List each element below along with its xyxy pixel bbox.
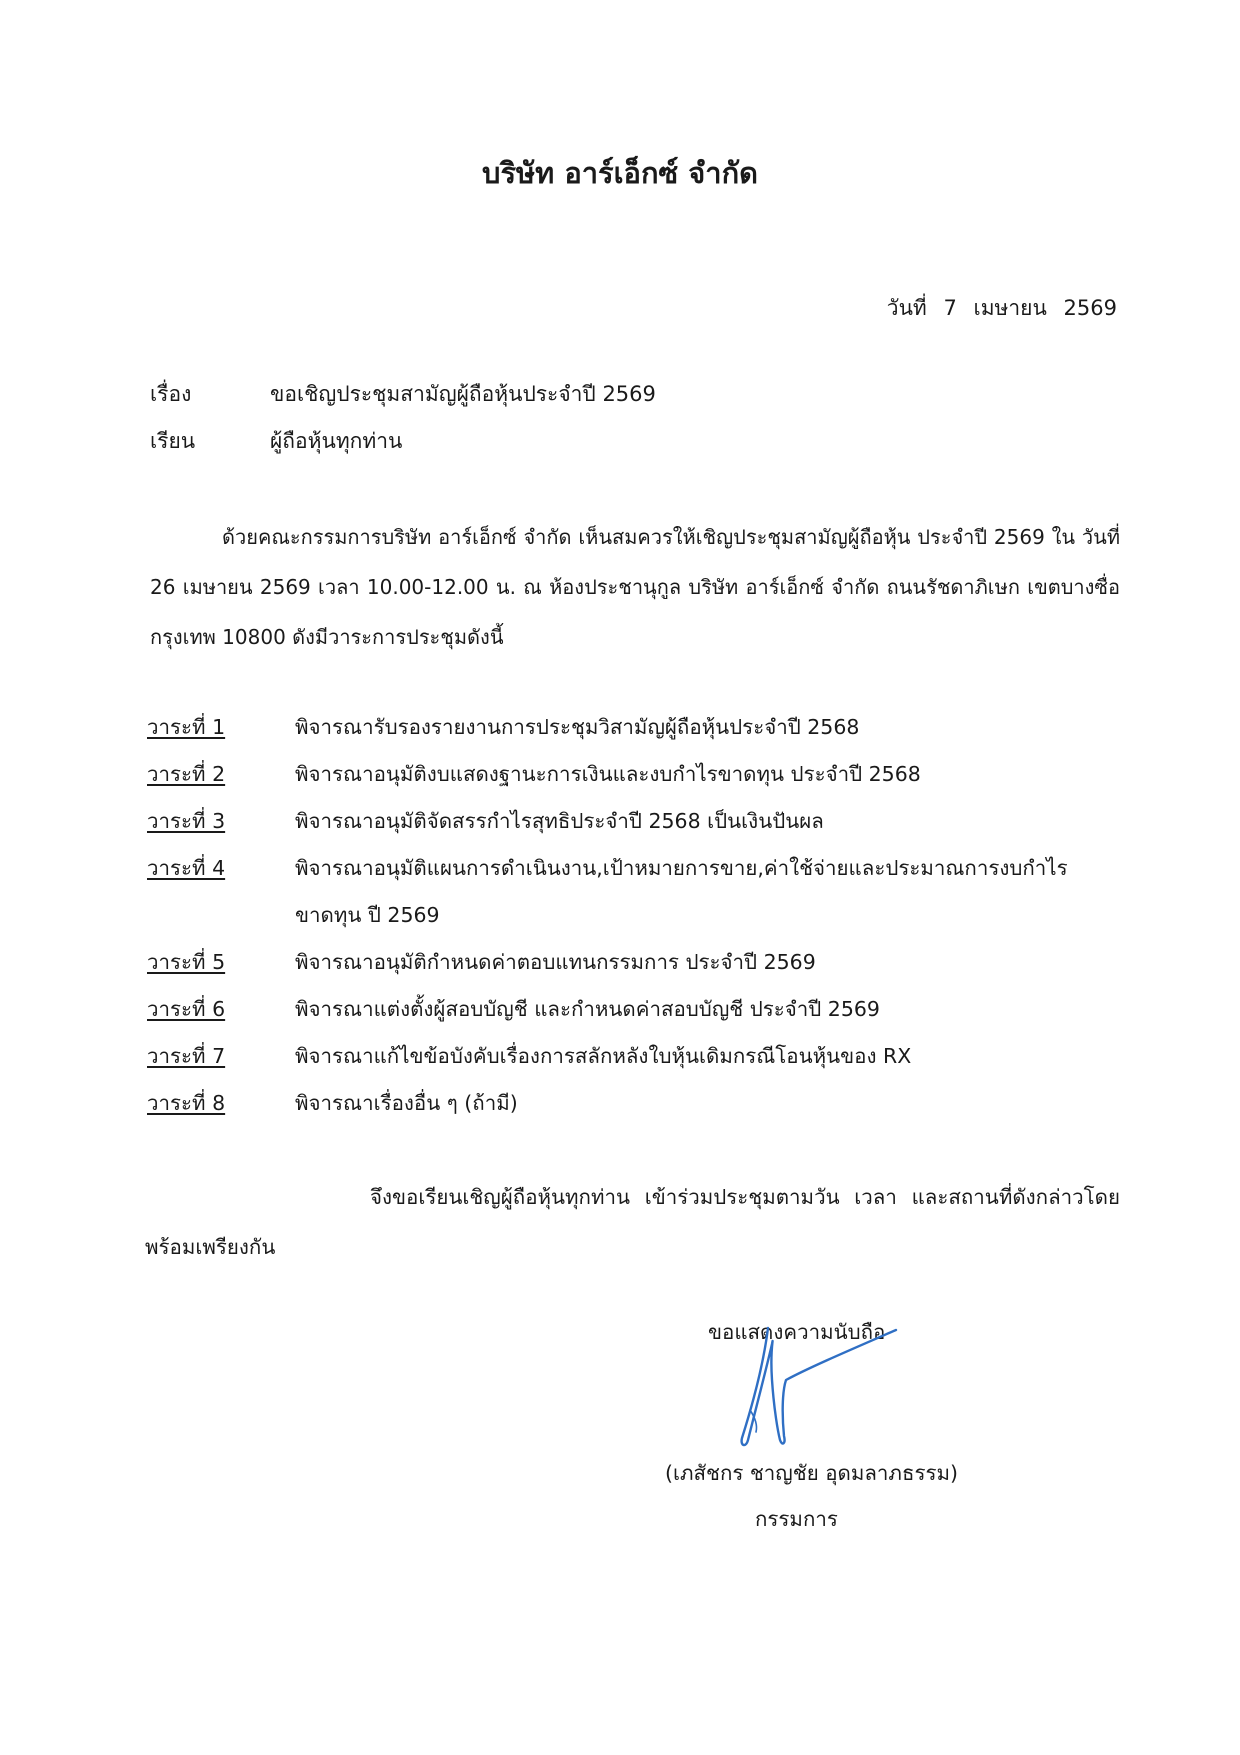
agenda-item [147,798,1127,845]
agenda-item [147,845,1127,939]
agenda-label: วาระที่ 4 [147,856,226,880]
date-label: วันที่ [886,296,927,320]
agenda-item [147,704,1127,751]
date-year: 2569 [1063,296,1117,320]
recipient-text: ผู้ถือหุ้นทุกท่าน [270,429,403,453]
signatory-name: (เภสัชกร ชาญชัย อุดมลาภธรรม) [665,1461,958,1485]
agenda-item [147,751,1127,798]
agenda-text: พิจารณาอนุมัติจัดสรรกำไรสุทธิประจำปี 2568 เป็นเงินปันผล [295,809,824,833]
agenda-text: พิจารณารับรองรายงานการประชุมวิสามัญผู้ถือหุ้นประจำปี 2568 [295,715,860,739]
agenda-label: วาระที่ 8 [147,1091,226,1115]
agenda-text: พิจารณาแต่งตั้งผู้สอบบัญชี และกำหนดค่าสอบบัญชี ประจำปี 2569 [295,997,880,1021]
body-paragraph: ด้วยคณะกรรมการบริษัท อาร์เอ็กซ์ จำกัด เห็นสมควรให้เชิญประชุมสามัญผู้ถือหุ้น ประจำปี 2569 ใน วันที่ 26 เมษายน 2569 เวลา 10.00-12.00 น. ณ ห้องประชานุกูล บริษัท อาร์เอ็กซ์ จำกัด ถนนรัชดาภิเษก เขตบางซื่อ กรุงเทพ 10800 ดังมีวาระการประชุมดังนี้ [150,525,1120,649]
agenda-text: พิจารณาอนุมัติแผนการดำเนินงาน,เป้าหมายการขาย,ค่าใช้จ่ายและประมาณการงบกำไรขาดทุน ปี 2569 [295,856,1068,927]
agenda-label: วาระที่ 2 [147,762,226,786]
date-month: เมษายน [973,296,1047,320]
agenda-text: พิจารณาเรื่องอื่น ๆ (ถ้ามี) [295,1091,518,1115]
agenda-label: วาระที่ 1 [147,715,226,739]
recipient-label: เรียน [150,429,196,453]
agenda-label: วาระที่ 5 [147,950,226,974]
subject-text: ขอเชิญประชุมสามัญผู้ถือหุ้นประจำปี 2569 [270,382,656,406]
agenda-label: วาระที่ 3 [147,809,226,833]
agenda-text: พิจารณาอนุมัติกำหนดค่าตอบแทนกรรมการ ประจำปี 2569 [295,950,816,974]
agenda-item [147,986,1127,1033]
agenda-label: วาระที่ 6 [147,997,226,1021]
agenda-text: พิจารณาแก้ไขข้อบังคับเรื่องการสลักหลังใบหุ้นเดิมกรณีโอนหุ้นของ RX [295,1044,912,1068]
closing-paragraph: จึงขอเรียนเชิญผู้ถือหุ้นทุกท่าน เข้าร่วมประชุมตามวัน เวลา และสถานที่ดังกล่าวโดย พร้อมเพรียงกัน [145,1185,1120,1259]
agenda-text: พิจารณาอนุมัติงบแสดงฐานะการเงินและงบกำไรขาดทุน ประจำปี 2568 [295,762,921,786]
subject-label: เรื่อง [150,382,192,406]
closing-regards: ขอแสดงความนับถือ [708,1320,886,1344]
handwritten-signature [720,1320,920,1460]
signatory-title: กรรมการ [755,1507,838,1531]
agenda-item [147,1080,1127,1127]
agenda-list [147,704,1127,1127]
agenda-label: วาระที่ 7 [147,1044,226,1068]
agenda-item [147,939,1127,986]
letter-date [887,292,1117,325]
company-name: บริษัท อาร์เอ็กซ์ จำกัด [482,156,758,190]
date-day: 7 [943,296,957,320]
signature-stroke [742,1328,896,1445]
agenda-item [147,1033,1127,1080]
